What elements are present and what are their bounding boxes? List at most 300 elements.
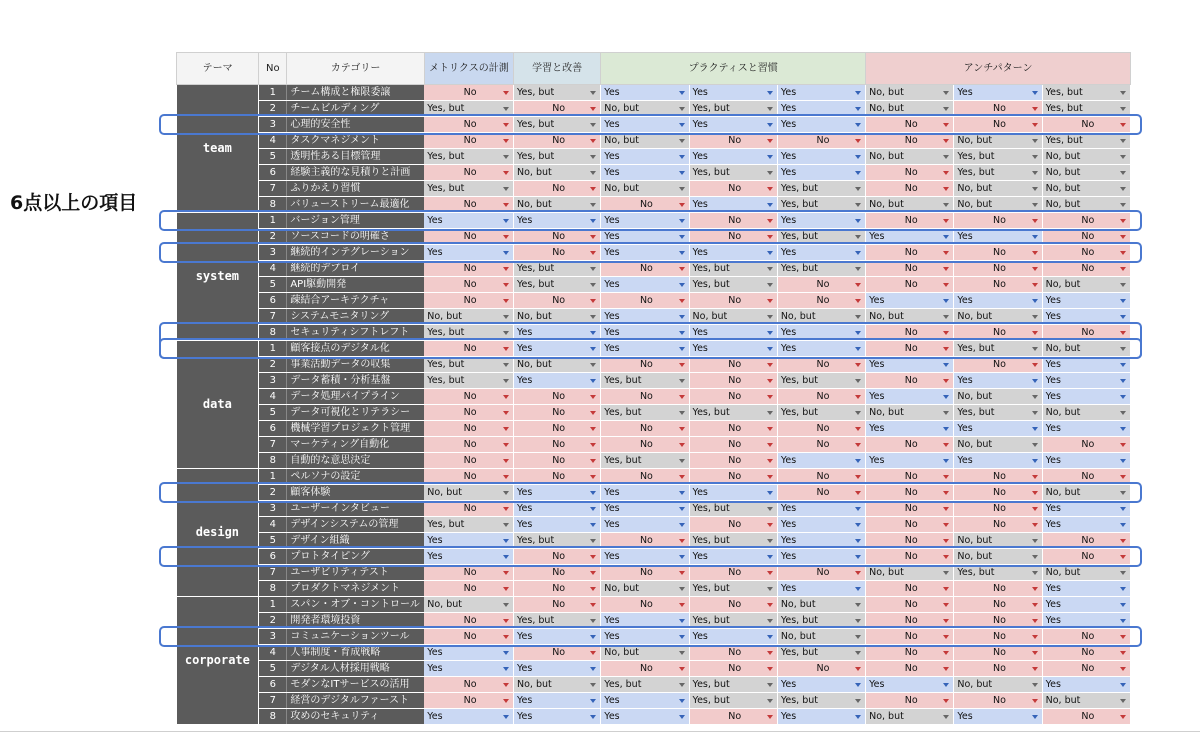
- answer-dropdown-cell[interactable]: [689, 133, 777, 149]
- dropdown-arrow-icon[interactable]: [943, 619, 949, 623]
- dropdown-arrow-icon[interactable]: [1032, 635, 1038, 639]
- answer-dropdown-cell[interactable]: [514, 517, 601, 533]
- dropdown-arrow-icon[interactable]: [855, 603, 861, 607]
- answer-dropdown-cell[interactable]: [777, 549, 865, 565]
- dropdown-arrow-icon[interactable]: [1032, 523, 1038, 527]
- answer-dropdown-cell[interactable]: [866, 517, 954, 533]
- dropdown-arrow-icon[interactable]: [855, 715, 861, 719]
- dropdown-arrow-icon[interactable]: [943, 411, 949, 415]
- dropdown-arrow-icon[interactable]: [1120, 139, 1126, 143]
- dropdown-arrow-icon[interactable]: [767, 683, 773, 687]
- answer-dropdown-cell[interactable]: [954, 357, 1042, 373]
- answer-dropdown-cell[interactable]: [689, 613, 777, 629]
- dropdown-arrow-icon[interactable]: [503, 715, 509, 719]
- dropdown-arrow-icon[interactable]: [1120, 347, 1126, 351]
- dropdown-arrow-icon[interactable]: [1120, 251, 1126, 255]
- dropdown-arrow-icon[interactable]: [943, 347, 949, 351]
- dropdown-arrow-icon[interactable]: [1120, 539, 1126, 543]
- dropdown-arrow-icon[interactable]: [503, 667, 509, 671]
- dropdown-arrow-icon[interactable]: [679, 363, 685, 367]
- dropdown-arrow-icon[interactable]: [503, 187, 509, 191]
- answer-dropdown-cell[interactable]: [954, 453, 1042, 469]
- dropdown-arrow-icon[interactable]: [767, 667, 773, 671]
- answer-dropdown-cell[interactable]: [954, 277, 1042, 293]
- dropdown-arrow-icon[interactable]: [679, 219, 685, 223]
- answer-dropdown-cell[interactable]: [866, 469, 954, 485]
- answer-dropdown-cell[interactable]: [777, 629, 865, 645]
- dropdown-arrow-icon[interactable]: [679, 715, 685, 719]
- dropdown-arrow-icon[interactable]: [590, 155, 596, 159]
- answer-dropdown-cell[interactable]: [689, 309, 777, 325]
- answer-dropdown-cell[interactable]: [424, 277, 513, 293]
- answer-dropdown-cell[interactable]: [601, 501, 689, 517]
- answer-dropdown-cell[interactable]: [954, 85, 1042, 101]
- answer-dropdown-cell[interactable]: [954, 389, 1042, 405]
- dropdown-arrow-icon[interactable]: [1120, 603, 1126, 607]
- answer-dropdown-cell[interactable]: [424, 213, 513, 229]
- dropdown-arrow-icon[interactable]: [855, 251, 861, 255]
- dropdown-arrow-icon[interactable]: [855, 283, 861, 287]
- dropdown-arrow-icon[interactable]: [679, 315, 685, 319]
- answer-dropdown-cell[interactable]: [601, 229, 689, 245]
- dropdown-arrow-icon[interactable]: [855, 379, 861, 383]
- dropdown-arrow-icon[interactable]: [503, 347, 509, 351]
- answer-dropdown-cell[interactable]: [1042, 709, 1130, 725]
- dropdown-arrow-icon[interactable]: [503, 379, 509, 383]
- dropdown-arrow-icon[interactable]: [1120, 555, 1126, 559]
- answer-dropdown-cell[interactable]: [954, 229, 1042, 245]
- answer-dropdown-cell[interactable]: [601, 645, 689, 661]
- answer-dropdown-cell[interactable]: [689, 85, 777, 101]
- answer-dropdown-cell[interactable]: [689, 325, 777, 341]
- answer-dropdown-cell[interactable]: [601, 357, 689, 373]
- answer-dropdown-cell[interactable]: [954, 613, 1042, 629]
- answer-dropdown-cell[interactable]: [424, 149, 513, 165]
- answer-dropdown-cell[interactable]: [601, 149, 689, 165]
- dropdown-arrow-icon[interactable]: [1120, 475, 1126, 479]
- answer-dropdown-cell[interactable]: [514, 709, 601, 725]
- dropdown-arrow-icon[interactable]: [767, 235, 773, 239]
- dropdown-arrow-icon[interactable]: [679, 395, 685, 399]
- dropdown-arrow-icon[interactable]: [855, 203, 861, 207]
- dropdown-arrow-icon[interactable]: [1032, 203, 1038, 207]
- dropdown-arrow-icon[interactable]: [679, 331, 685, 335]
- dropdown-arrow-icon[interactable]: [767, 91, 773, 95]
- dropdown-arrow-icon[interactable]: [503, 171, 509, 175]
- dropdown-arrow-icon[interactable]: [1120, 411, 1126, 415]
- dropdown-arrow-icon[interactable]: [1120, 315, 1126, 319]
- answer-dropdown-cell[interactable]: [866, 533, 954, 549]
- answer-dropdown-cell[interactable]: [777, 181, 865, 197]
- answer-dropdown-cell[interactable]: [866, 453, 954, 469]
- answer-dropdown-cell[interactable]: [866, 245, 954, 261]
- dropdown-arrow-icon[interactable]: [590, 315, 596, 319]
- dropdown-arrow-icon[interactable]: [855, 395, 861, 399]
- answer-dropdown-cell[interactable]: [1042, 613, 1130, 629]
- dropdown-arrow-icon[interactable]: [943, 251, 949, 255]
- answer-dropdown-cell[interactable]: [954, 709, 1042, 725]
- dropdown-arrow-icon[interactable]: [1120, 507, 1126, 511]
- answer-dropdown-cell[interactable]: [424, 661, 513, 677]
- dropdown-arrow-icon[interactable]: [503, 683, 509, 687]
- dropdown-arrow-icon[interactable]: [590, 299, 596, 303]
- answer-dropdown-cell[interactable]: [1042, 133, 1130, 149]
- dropdown-arrow-icon[interactable]: [855, 139, 861, 143]
- answer-dropdown-cell[interactable]: [601, 437, 689, 453]
- dropdown-arrow-icon[interactable]: [503, 619, 509, 623]
- dropdown-arrow-icon[interactable]: [590, 107, 596, 111]
- answer-dropdown-cell[interactable]: [1042, 405, 1130, 421]
- answer-dropdown-cell[interactable]: [866, 149, 954, 165]
- dropdown-arrow-icon[interactable]: [503, 491, 509, 495]
- answer-dropdown-cell[interactable]: [424, 325, 513, 341]
- dropdown-arrow-icon[interactable]: [679, 283, 685, 287]
- answer-dropdown-cell[interactable]: [777, 453, 865, 469]
- dropdown-arrow-icon[interactable]: [855, 187, 861, 191]
- dropdown-arrow-icon[interactable]: [590, 251, 596, 255]
- answer-dropdown-cell[interactable]: [514, 197, 601, 213]
- answer-dropdown-cell[interactable]: [1042, 389, 1130, 405]
- dropdown-arrow-icon[interactable]: [943, 123, 949, 127]
- dropdown-arrow-icon[interactable]: [1032, 235, 1038, 239]
- dropdown-arrow-icon[interactable]: [590, 171, 596, 175]
- answer-dropdown-cell[interactable]: [777, 437, 865, 453]
- answer-dropdown-cell[interactable]: [514, 469, 601, 485]
- answer-dropdown-cell[interactable]: [1042, 197, 1130, 213]
- dropdown-arrow-icon[interactable]: [679, 555, 685, 559]
- dropdown-arrow-icon[interactable]: [679, 683, 685, 687]
- dropdown-arrow-icon[interactable]: [1120, 395, 1126, 399]
- answer-dropdown-cell[interactable]: [777, 293, 865, 309]
- dropdown-arrow-icon[interactable]: [590, 507, 596, 511]
- answer-dropdown-cell[interactable]: [424, 229, 513, 245]
- answer-dropdown-cell[interactable]: [954, 293, 1042, 309]
- dropdown-arrow-icon[interactable]: [767, 443, 773, 447]
- answer-dropdown-cell[interactable]: [601, 597, 689, 613]
- dropdown-arrow-icon[interactable]: [590, 539, 596, 543]
- dropdown-arrow-icon[interactable]: [1032, 219, 1038, 223]
- dropdown-arrow-icon[interactable]: [855, 219, 861, 223]
- dropdown-arrow-icon[interactable]: [855, 619, 861, 623]
- dropdown-arrow-icon[interactable]: [1032, 539, 1038, 543]
- dropdown-arrow-icon[interactable]: [503, 411, 509, 415]
- answer-dropdown-cell[interactable]: [777, 533, 865, 549]
- answer-dropdown-cell[interactable]: [866, 133, 954, 149]
- dropdown-arrow-icon[interactable]: [503, 395, 509, 399]
- answer-dropdown-cell[interactable]: [954, 661, 1042, 677]
- dropdown-arrow-icon[interactable]: [943, 203, 949, 207]
- answer-dropdown-cell[interactable]: [689, 501, 777, 517]
- answer-dropdown-cell[interactable]: [424, 501, 513, 517]
- dropdown-arrow-icon[interactable]: [767, 635, 773, 639]
- dropdown-arrow-icon[interactable]: [855, 315, 861, 319]
- answer-dropdown-cell[interactable]: [424, 197, 513, 213]
- answer-dropdown-cell[interactable]: [689, 197, 777, 213]
- dropdown-arrow-icon[interactable]: [590, 123, 596, 127]
- dropdown-arrow-icon[interactable]: [767, 539, 773, 543]
- dropdown-arrow-icon[interactable]: [590, 715, 596, 719]
- answer-dropdown-cell[interactable]: [1042, 485, 1130, 501]
- answer-dropdown-cell[interactable]: [1042, 629, 1130, 645]
- dropdown-arrow-icon[interactable]: [767, 507, 773, 511]
- answer-dropdown-cell[interactable]: [777, 357, 865, 373]
- answer-dropdown-cell[interactable]: [1042, 117, 1130, 133]
- answer-dropdown-cell[interactable]: [689, 357, 777, 373]
- answer-dropdown-cell[interactable]: [514, 373, 601, 389]
- dropdown-arrow-icon[interactable]: [503, 539, 509, 543]
- dropdown-arrow-icon[interactable]: [679, 587, 685, 591]
- dropdown-arrow-icon[interactable]: [1120, 379, 1126, 383]
- answer-dropdown-cell[interactable]: [866, 261, 954, 277]
- dropdown-arrow-icon[interactable]: [1032, 139, 1038, 143]
- answer-dropdown-cell[interactable]: [1042, 277, 1130, 293]
- answer-dropdown-cell[interactable]: [514, 277, 601, 293]
- dropdown-arrow-icon[interactable]: [855, 91, 861, 95]
- answer-dropdown-cell[interactable]: [777, 389, 865, 405]
- dropdown-arrow-icon[interactable]: [1120, 619, 1126, 623]
- answer-dropdown-cell[interactable]: [514, 485, 601, 501]
- answer-dropdown-cell[interactable]: [601, 709, 689, 725]
- dropdown-arrow-icon[interactable]: [855, 699, 861, 703]
- answer-dropdown-cell[interactable]: [424, 373, 513, 389]
- dropdown-arrow-icon[interactable]: [679, 443, 685, 447]
- dropdown-arrow-icon[interactable]: [679, 619, 685, 623]
- dropdown-arrow-icon[interactable]: [767, 411, 773, 415]
- dropdown-arrow-icon[interactable]: [590, 267, 596, 271]
- answer-dropdown-cell[interactable]: [689, 597, 777, 613]
- answer-dropdown-cell[interactable]: [424, 677, 513, 693]
- answer-dropdown-cell[interactable]: [1042, 165, 1130, 181]
- dropdown-arrow-icon[interactable]: [590, 699, 596, 703]
- dropdown-arrow-icon[interactable]: [767, 123, 773, 127]
- answer-dropdown-cell[interactable]: [514, 421, 601, 437]
- dropdown-arrow-icon[interactable]: [1032, 267, 1038, 271]
- answer-dropdown-cell[interactable]: [954, 629, 1042, 645]
- answer-dropdown-cell[interactable]: [601, 629, 689, 645]
- answer-dropdown-cell[interactable]: [866, 277, 954, 293]
- dropdown-arrow-icon[interactable]: [943, 523, 949, 527]
- answer-dropdown-cell[interactable]: [514, 293, 601, 309]
- answer-dropdown-cell[interactable]: [601, 165, 689, 181]
- dropdown-arrow-icon[interactable]: [855, 331, 861, 335]
- answer-dropdown-cell[interactable]: [866, 485, 954, 501]
- answer-dropdown-cell[interactable]: [866, 229, 954, 245]
- dropdown-arrow-icon[interactable]: [1032, 427, 1038, 431]
- dropdown-arrow-icon[interactable]: [679, 379, 685, 383]
- answer-dropdown-cell[interactable]: [424, 645, 513, 661]
- dropdown-arrow-icon[interactable]: [943, 171, 949, 175]
- dropdown-arrow-icon[interactable]: [943, 379, 949, 383]
- answer-dropdown-cell[interactable]: [1042, 149, 1130, 165]
- dropdown-arrow-icon[interactable]: [503, 107, 509, 111]
- answer-dropdown-cell[interactable]: [954, 325, 1042, 341]
- dropdown-arrow-icon[interactable]: [943, 651, 949, 655]
- answer-dropdown-cell[interactable]: [866, 309, 954, 325]
- dropdown-arrow-icon[interactable]: [855, 155, 861, 159]
- answer-dropdown-cell[interactable]: [866, 85, 954, 101]
- dropdown-arrow-icon[interactable]: [1032, 411, 1038, 415]
- answer-dropdown-cell[interactable]: [424, 469, 513, 485]
- answer-dropdown-cell[interactable]: [777, 421, 865, 437]
- answer-dropdown-cell[interactable]: [514, 261, 601, 277]
- dropdown-arrow-icon[interactable]: [1120, 491, 1126, 495]
- answer-dropdown-cell[interactable]: [424, 165, 513, 181]
- dropdown-arrow-icon[interactable]: [943, 363, 949, 367]
- dropdown-arrow-icon[interactable]: [679, 123, 685, 127]
- answer-dropdown-cell[interactable]: [954, 373, 1042, 389]
- dropdown-arrow-icon[interactable]: [855, 523, 861, 527]
- answer-dropdown-cell[interactable]: [689, 661, 777, 677]
- dropdown-arrow-icon[interactable]: [1120, 91, 1126, 95]
- answer-dropdown-cell[interactable]: [777, 501, 865, 517]
- answer-dropdown-cell[interactable]: [866, 501, 954, 517]
- answer-dropdown-cell[interactable]: [514, 549, 601, 565]
- answer-dropdown-cell[interactable]: [689, 677, 777, 693]
- answer-dropdown-cell[interactable]: [424, 613, 513, 629]
- dropdown-arrow-icon[interactable]: [503, 235, 509, 239]
- answer-dropdown-cell[interactable]: [689, 213, 777, 229]
- dropdown-arrow-icon[interactable]: [503, 459, 509, 463]
- dropdown-arrow-icon[interactable]: [679, 171, 685, 175]
- answer-dropdown-cell[interactable]: [424, 357, 513, 373]
- dropdown-arrow-icon[interactable]: [679, 507, 685, 511]
- answer-dropdown-cell[interactable]: [954, 565, 1042, 581]
- answer-dropdown-cell[interactable]: [424, 341, 513, 357]
- answer-dropdown-cell[interactable]: [601, 693, 689, 709]
- answer-dropdown-cell[interactable]: [866, 693, 954, 709]
- dropdown-arrow-icon[interactable]: [590, 379, 596, 383]
- dropdown-arrow-icon[interactable]: [767, 363, 773, 367]
- answer-dropdown-cell[interactable]: [954, 101, 1042, 117]
- answer-dropdown-cell[interactable]: [601, 101, 689, 117]
- dropdown-arrow-icon[interactable]: [1120, 635, 1126, 639]
- dropdown-arrow-icon[interactable]: [855, 539, 861, 543]
- dropdown-arrow-icon[interactable]: [943, 299, 949, 303]
- dropdown-arrow-icon[interactable]: [1120, 123, 1126, 127]
- dropdown-arrow-icon[interactable]: [855, 443, 861, 447]
- dropdown-arrow-icon[interactable]: [503, 203, 509, 207]
- answer-dropdown-cell[interactable]: [689, 389, 777, 405]
- answer-dropdown-cell[interactable]: [1042, 85, 1130, 101]
- answer-dropdown-cell[interactable]: [689, 117, 777, 133]
- dropdown-arrow-icon[interactable]: [503, 523, 509, 527]
- dropdown-arrow-icon[interactable]: [1032, 187, 1038, 191]
- answer-dropdown-cell[interactable]: [689, 293, 777, 309]
- dropdown-arrow-icon[interactable]: [590, 283, 596, 287]
- answer-dropdown-cell[interactable]: [954, 197, 1042, 213]
- dropdown-arrow-icon[interactable]: [679, 459, 685, 463]
- answer-dropdown-cell[interactable]: [424, 453, 513, 469]
- dropdown-arrow-icon[interactable]: [503, 315, 509, 319]
- answer-dropdown-cell[interactable]: [954, 245, 1042, 261]
- dropdown-arrow-icon[interactable]: [767, 171, 773, 175]
- dropdown-arrow-icon[interactable]: [855, 411, 861, 415]
- answer-dropdown-cell[interactable]: [514, 677, 601, 693]
- answer-dropdown-cell[interactable]: [424, 581, 513, 597]
- dropdown-arrow-icon[interactable]: [679, 91, 685, 95]
- dropdown-arrow-icon[interactable]: [679, 699, 685, 703]
- answer-dropdown-cell[interactable]: [601, 309, 689, 325]
- dropdown-arrow-icon[interactable]: [1120, 331, 1126, 335]
- answer-dropdown-cell[interactable]: [866, 405, 954, 421]
- answer-dropdown-cell[interactable]: [689, 693, 777, 709]
- answer-dropdown-cell[interactable]: [689, 261, 777, 277]
- answer-dropdown-cell[interactable]: [424, 437, 513, 453]
- dropdown-arrow-icon[interactable]: [1032, 507, 1038, 511]
- answer-dropdown-cell[interactable]: [601, 277, 689, 293]
- answer-dropdown-cell[interactable]: [689, 181, 777, 197]
- dropdown-arrow-icon[interactable]: [503, 571, 509, 575]
- answer-dropdown-cell[interactable]: [954, 405, 1042, 421]
- answer-dropdown-cell[interactable]: [424, 309, 513, 325]
- answer-dropdown-cell[interactable]: [1042, 533, 1130, 549]
- dropdown-arrow-icon[interactable]: [1032, 443, 1038, 447]
- answer-dropdown-cell[interactable]: [1042, 245, 1130, 261]
- answer-dropdown-cell[interactable]: [777, 229, 865, 245]
- dropdown-arrow-icon[interactable]: [679, 267, 685, 271]
- dropdown-arrow-icon[interactable]: [1032, 603, 1038, 607]
- dropdown-arrow-icon[interactable]: [855, 123, 861, 127]
- dropdown-arrow-icon[interactable]: [1120, 283, 1126, 287]
- answer-dropdown-cell[interactable]: [1042, 469, 1130, 485]
- dropdown-arrow-icon[interactable]: [1120, 699, 1126, 703]
- answer-dropdown-cell[interactable]: [689, 629, 777, 645]
- answer-dropdown-cell[interactable]: [514, 85, 601, 101]
- answer-dropdown-cell[interactable]: [1042, 213, 1130, 229]
- answer-dropdown-cell[interactable]: [514, 693, 601, 709]
- dropdown-arrow-icon[interactable]: [679, 203, 685, 207]
- answer-dropdown-cell[interactable]: [601, 613, 689, 629]
- answer-dropdown-cell[interactable]: [424, 133, 513, 149]
- answer-dropdown-cell[interactable]: [424, 117, 513, 133]
- dropdown-arrow-icon[interactable]: [767, 699, 773, 703]
- dropdown-arrow-icon[interactable]: [1120, 171, 1126, 175]
- answer-dropdown-cell[interactable]: [1042, 181, 1130, 197]
- dropdown-arrow-icon[interactable]: [1120, 299, 1126, 303]
- dropdown-arrow-icon[interactable]: [943, 219, 949, 223]
- dropdown-arrow-icon[interactable]: [503, 283, 509, 287]
- answer-dropdown-cell[interactable]: [866, 709, 954, 725]
- dropdown-arrow-icon[interactable]: [1032, 459, 1038, 463]
- answer-dropdown-cell[interactable]: [601, 197, 689, 213]
- dropdown-arrow-icon[interactable]: [503, 155, 509, 159]
- answer-dropdown-cell[interactable]: [954, 181, 1042, 197]
- dropdown-arrow-icon[interactable]: [590, 491, 596, 495]
- answer-dropdown-cell[interactable]: [1042, 453, 1130, 469]
- answer-dropdown-cell[interactable]: [954, 421, 1042, 437]
- dropdown-arrow-icon[interactable]: [767, 187, 773, 191]
- dropdown-arrow-icon[interactable]: [943, 267, 949, 271]
- dropdown-arrow-icon[interactable]: [767, 107, 773, 111]
- answer-dropdown-cell[interactable]: [866, 101, 954, 117]
- dropdown-arrow-icon[interactable]: [855, 635, 861, 639]
- dropdown-arrow-icon[interactable]: [943, 155, 949, 159]
- answer-dropdown-cell[interactable]: [1042, 501, 1130, 517]
- dropdown-arrow-icon[interactable]: [855, 363, 861, 367]
- answer-dropdown-cell[interactable]: [424, 293, 513, 309]
- dropdown-arrow-icon[interactable]: [767, 331, 773, 335]
- answer-dropdown-cell[interactable]: [601, 485, 689, 501]
- answer-dropdown-cell[interactable]: [424, 517, 513, 533]
- answer-dropdown-cell[interactable]: [601, 565, 689, 581]
- dropdown-arrow-icon[interactable]: [943, 587, 949, 591]
- answer-dropdown-cell[interactable]: [1042, 549, 1130, 565]
- answer-dropdown-cell[interactable]: [777, 117, 865, 133]
- answer-dropdown-cell[interactable]: [689, 485, 777, 501]
- dropdown-arrow-icon[interactable]: [1032, 715, 1038, 719]
- dropdown-arrow-icon[interactable]: [503, 475, 509, 479]
- dropdown-arrow-icon[interactable]: [679, 491, 685, 495]
